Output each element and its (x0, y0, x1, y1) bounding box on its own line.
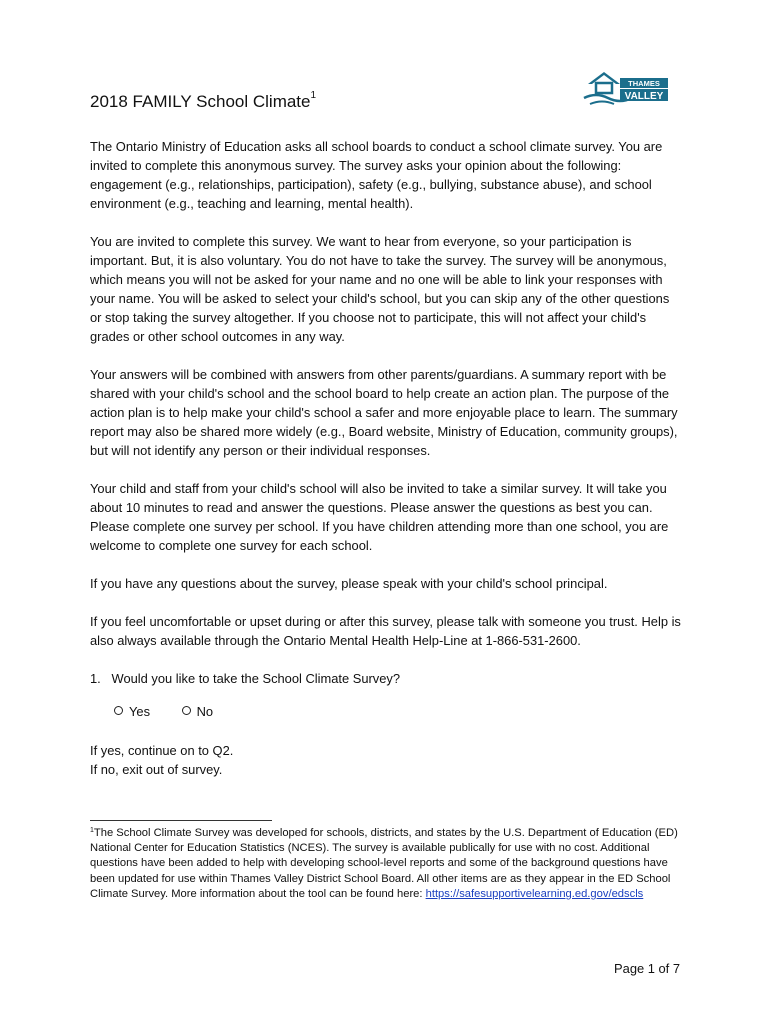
radio-circle-icon[interactable] (182, 706, 191, 715)
instruction-no: If no, exit out of survey. (90, 762, 223, 777)
intro-paragraph: The Ontario Ministry of Education asks all school boards to conduct a school climate survey. You are invited to complete this anonymous survey. The survey asks your opinion about the following: engagement (e.g., relationships, participation), safety (e.g., bullying, substance abuse), and school environment (e.g., teaching and learning, mental health). (90, 139, 663, 211)
option-yes[interactable] (114, 702, 150, 721)
instruction-yes: If yes, continue on to Q2. (90, 743, 234, 758)
voluntary-paragraph: You are invited to complete this survey. We want to hear from everyone, so your participation is important. But, it is also voluntary. You do not have to take the survey. The survey will be anonymous, which means you will not be asked for your name and no one will be able to link your responses with your name. You will be asked to select your child's school, but you can skip any of the other questions or stop taking the survey altogether. If you choose not to participate, this will not affect your child's grades or other school outcomes in any way. (90, 234, 670, 344)
question-1-options (90, 702, 684, 722)
radio-circle-icon[interactable] (114, 706, 123, 715)
footnote-divider (90, 820, 272, 821)
footnote-text: The School Climate Survey was developed for schools, districts, and states by the U.S. Department of Education (ED) National Center for Education Statistics (NCES). The survey is available publically for use with no cost. Additional questions have been added to help with developing school-level reports and some of the background questions have been updated for use within Thames Valley District School Board. All other items are as they appear in the ED School Climate Survey. More information about the tool can be found here: (90, 827, 678, 900)
question-text: Would you like to take the School Climate Survey? (111, 671, 401, 686)
document-body (90, 137, 684, 779)
footnote-link[interactable]: https://safesupportivelearning.ed.gov/edscls (425, 887, 644, 900)
summary-report-paragraph: Your answers will be combined with answers from other parents/guardians. A summary report with be shared with your child's school and the school board to help create an action plan. The purpose of the action plan is to help make your child's school a safer and more enjoyable place to learn. The summary report may also be shared more widely (e.g., Board website, Ministry of Education, community groups), but will not identify any person or their individual responses. (90, 367, 678, 458)
questions-contact-paragraph: If you have any questions about the survey, please speak with your child's school principal. (90, 576, 608, 591)
footnote-marker: 1 (90, 827, 94, 834)
svg-text:THAMES: THAMES (628, 79, 660, 88)
option-no-label: No (196, 704, 214, 719)
question-1 (90, 669, 684, 688)
help-line-paragraph: If you feel uncomfortable or upset during or after this survey, please talk with someone you trust. Help is also always available through the Ontario Mental Health Help-Line at 1-866-531-2600. (90, 614, 681, 648)
page-title: 2018 FAMILY School Climate$^1$ (90, 90, 317, 111)
option-yes-label: Yes (129, 704, 151, 719)
title-footnote-marker: 1 (310, 90, 317, 101)
option-no[interactable] (182, 702, 213, 721)
time-paragraph: Your child and staff from your child's school will also be invited to take a similar survey. It will take you about 10 minutes to read and answer the questions. Please answer the questions as best you can. Please complete one survey per school. If you have children attending more than one school, you are welcome to complete one survey for each school. (90, 481, 669, 553)
page-number: Page 1 of 7 (614, 961, 680, 976)
svg-text:VALLEY: VALLEY (624, 91, 664, 102)
footnote (90, 826, 686, 902)
question-number: 1. (90, 671, 101, 686)
thames-valley-logo (582, 66, 672, 108)
